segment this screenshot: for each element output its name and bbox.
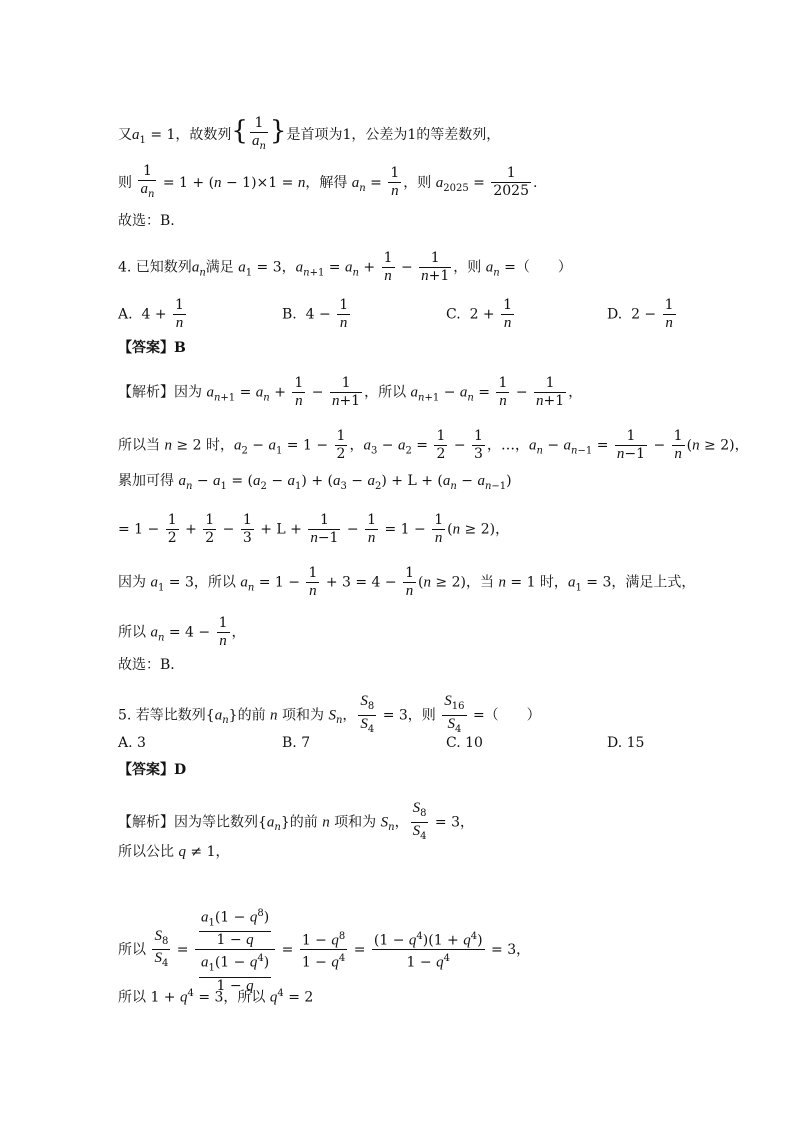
solution-5-line-3: 所以 $\frac{S_8}{S_4}$ = $\frac{\frac{a_1(1 - q^8)}{1 - q}}{\frac{a_1(1 - q^4)}{1 - q}}$ = $\frac{1 - q^8}{1 - q^4}$ = $\frac{(1 - q^4)(1 + q^4)}{1 - q^4}$ = 3， [118,905,530,995]
solution-4-line-3: 累加可得 $a_n - a_1 = (a_2 - a_1) + (a_3 - a_2) + L + (a_n - a_{n-1})$ [118,473,512,492]
solution-5-line-1: 【解析】因为等比数列$\{a_n\}$的前 n 项和为 $S_n$， $\frac{S_8}{S_4}$ = 3， [118,800,475,842]
solution-4-line-6: 所以 $a_n = 4$ − $\frac{1}{n}$ ， [118,615,246,649]
question-4: 4. 已知数列$a_n$满足 $a_1 = 3$，$a_{n+1} = a_n$ + $\frac{1}{n}$ − $\frac{1}{n+1}$ ，则 $a_n$ =（ ） [118,250,572,284]
q4-option-c: C. 2 + $\frac{1}{n}$ [446,297,513,331]
q4-option-a: A. 4 + $\frac{1}{n}$ [118,297,184,331]
q5-option-b: B. 7 [282,735,311,751]
solution-4-line-2: 所以当 n ≥ 2 时，$a_2 - a_1 = 1$ − $\frac{1}{2}$ ，$a_3 - a_2$ = $\frac{1}{2}$ − $\frac{1}{3}$ ，…，$a_n - a_{n-1}$ = $\frac{1}{n-1}$ − $\frac{1}{n}$ (n ≥ 2)， [118,428,749,462]
q4-option-d: D. 2 − $\frac{1}{n}$ [607,297,674,331]
question-5: 5. 若等比数列$\{a_n\}$的前 n 项和为 $S_n$， $\frac{S_8}{S_4}$ = 3，则 $\frac{S_{16}}{S_4}$ =（ ） [118,693,541,735]
q5-option-c: C. 10 [446,735,483,751]
answer-5: 【答案】D [118,762,187,778]
solution-4-line-1: 【解析】因为 $a_{n+1} = a_n$ + $\frac{1}{n}$ − $\frac{1}{n+1}$ ，所以 $a_{n+1} - a_n$ = $\frac{1}{n}$ − $\frac{1}{n+1}$ ， [118,375,583,409]
solution-5-line-2: 所以公比 q ≠ 1， [118,844,230,860]
q5-option-d: D. 15 [607,735,645,751]
line-1-text: 又$a_1 = 1$，故数列{ $\frac{1}{a_n}$ }是首项为1，公差为1的等差数列， [118,115,501,152]
solution-4-line-5: 因为 $a_1 = 3$，所以 $a_n = 1$ − $\frac{1}{n}$ + 3 = 4 − $\frac{1}{n}$ (n ≥ 2)，当 n = 1 时，$a_1 = 3$，满足上式， [118,565,696,599]
answer-4: 【答案】B [118,340,186,356]
solution-5-line-4: 所以 $1 + q^4 = 3$，所以 $q^4 = 2$ [118,988,314,1006]
solution-4-line-7: 故选：B． [118,657,185,673]
line-2 [118,163,537,203]
q4-option-b: B. 4 − $\frac{1}{n}$ [282,297,349,331]
line-3: 故选：B. [118,213,175,229]
q5-option-a: A. 3 [118,735,146,751]
line-1 [118,115,500,155]
solution-4-line-4: = 1 − $\frac{1}{2}$ + $\frac{1}{2}$ − $\frac{1}{3}$ + L + $\frac{1}{n-1}$ − $\frac{1}{n}$ = 1 − $\frac{1}{n}$ (n ≥ 2)， [118,512,510,546]
line-2-text: 则 $\frac{1}{a_n}$ = 1 + (n − 1)×1 = n，解得 $a_n$ = $\frac{1}{n}$ ，则 $a_{2025}$ = $\frac{1}{2025}$ . [118,163,538,200]
